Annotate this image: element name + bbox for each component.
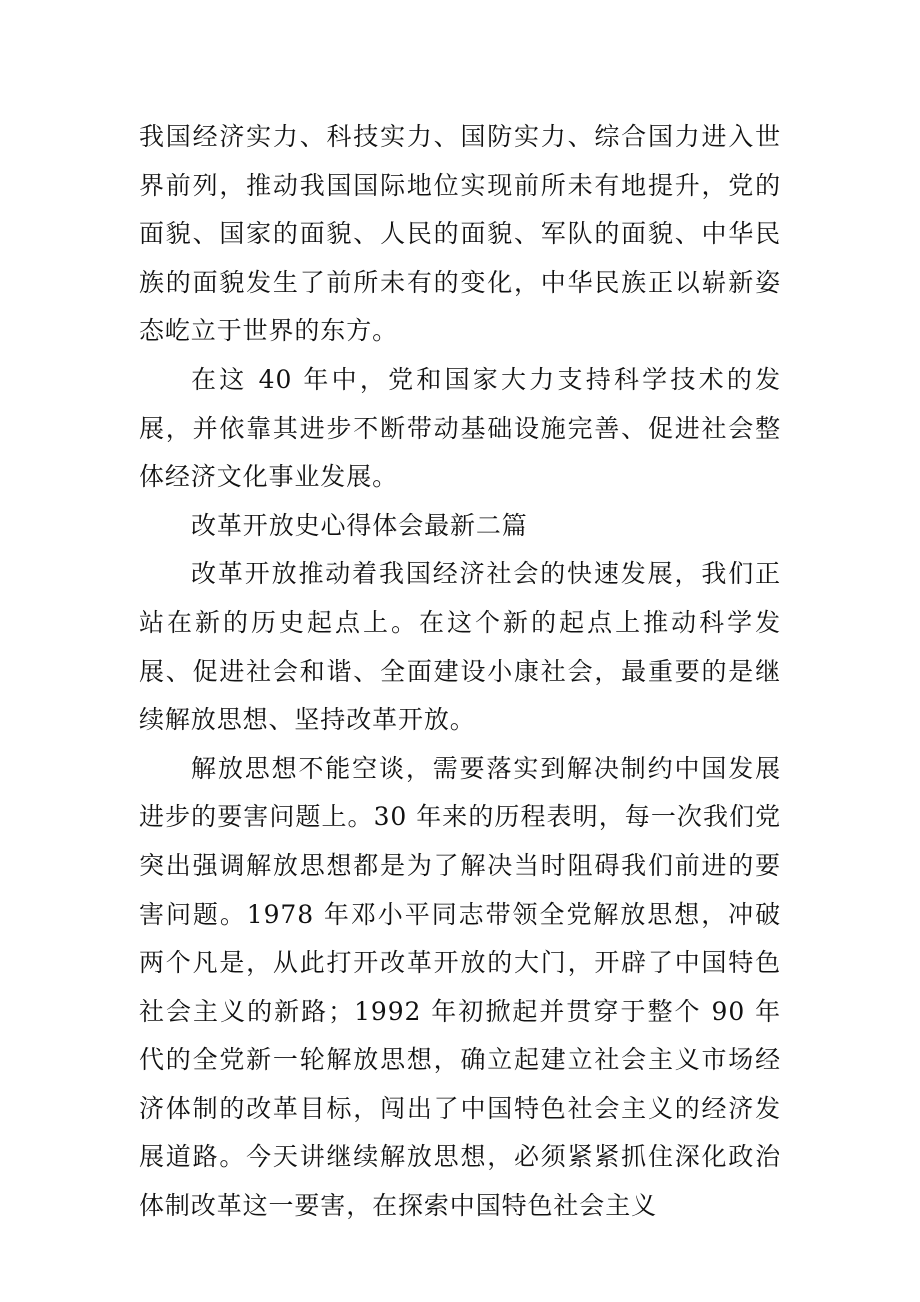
paragraph-science-tech: 在这 40 年中，党和国家大力支持科学技术的发展，并依靠其进步不断带动基础设施完善、促进社会整体经济文化事业发展。: [139, 364, 781, 492]
document-body: [139, 113, 781, 1231]
section-heading: 改革开放史心得体会最新二篇: [191, 510, 528, 540]
paragraph-emancipate-mind: 解放思想不能空谈，需要落实到解决制约中国发展进步的要害问题上。30 年来的历程表明，每一次我们党突出强调解放思想都是为了解决当时阻碍我们前进的要害问题。1978 年邓小平同志带领全党解放思想，冲破两个凡是，从此打开改革开放的大门，开辟了中国特色社会主义的新路；1992 年初掀起并贯穿于整个 90 年代的全党新一轮解放思想，确立起建立社会主义市场经济体制的改革目标，闯出了中国特色社会主义的经济发展道路。今天讲继续解放思想，必须紧紧抓住深化政治体制改革这一要害，在探索中国特色社会主义: [139, 753, 781, 1221]
paragraph-reform-opening: 改革开放推动着我国经济社会的快速发展，我们正站在新的历史起点上。在这个新的起点上推动科学发展、促进社会和谐、全面建设小康社会，最重要的是继续解放思想、坚持改革开放。: [139, 559, 781, 735]
paragraph-continuation: 我国经济实力、科技实力、国防实力、综合国力进入世界前列，推动我国国际地位实现前所未有地提升，党的面貌、国家的面貌、人民的面貌、军队的面貌、中华民族的面貌发生了前所未有的变化，中华民族正以崭新姿态屹立于世界的东方。: [139, 122, 781, 346]
